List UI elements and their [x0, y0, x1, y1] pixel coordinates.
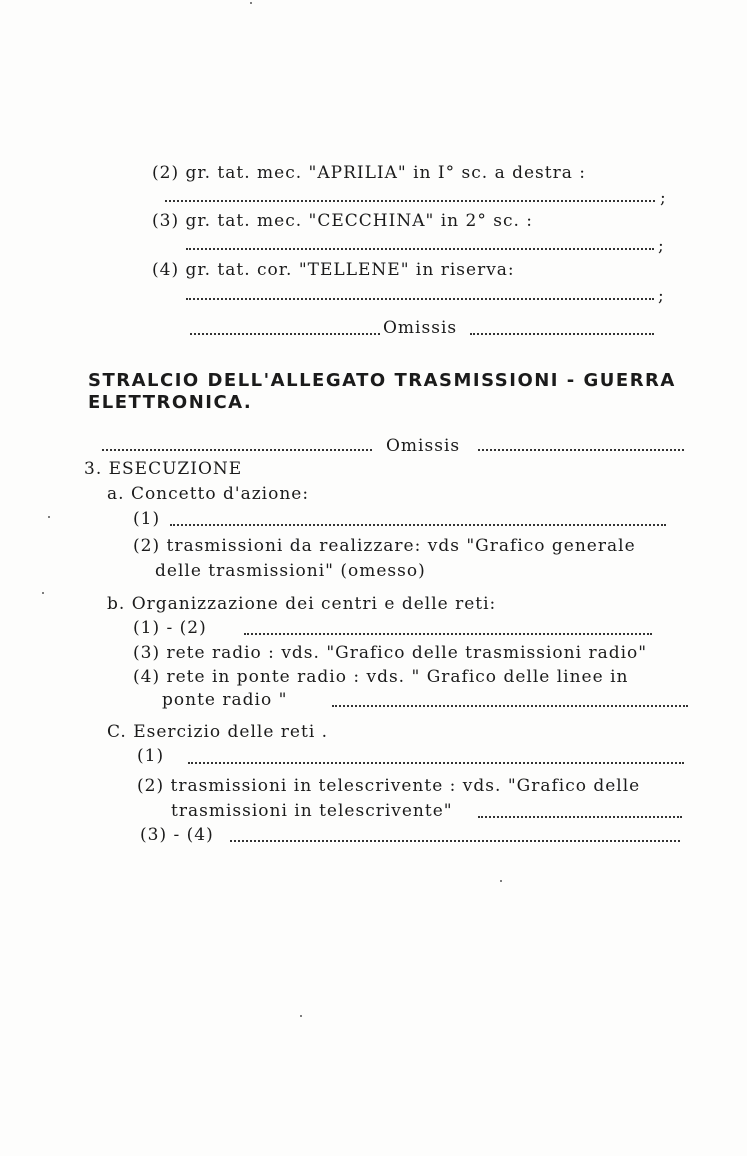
- section-heading-continued: ELETTRONICA.: [88, 392, 253, 413]
- list-item-tellene: (4) gr. tat. cor. "TELLENE" in riserva:: [152, 260, 515, 280]
- semicolon: ;: [660, 188, 667, 208]
- section-heading: STRALCIO DELL'ALLEGATO TRASMISSIONI - GUERRA: [88, 370, 676, 391]
- section-title: 3. ESECUZIONE: [84, 459, 243, 479]
- subsection-b-items-1-2: (1) - (2): [133, 618, 207, 638]
- semicolon: ;: [658, 286, 665, 306]
- scan-speck: [48, 516, 50, 518]
- subsection-c-item-1: (1): [137, 746, 165, 766]
- subsection-a-item-1: (1): [133, 509, 161, 529]
- dotted-leader: [102, 449, 372, 451]
- omissis-label: Omissis: [383, 318, 458, 338]
- dotted-leader: [190, 333, 380, 335]
- subsection-a-item-2-continued: delle trasmissioni" (omesso): [155, 561, 426, 581]
- subsection-b-item-3: (3) rete radio : vds. "Grafico delle trasmissioni radio": [133, 643, 648, 663]
- subsection-b-item-4-continued: ponte radio ": [162, 690, 288, 710]
- omissis-label: Omissis: [386, 436, 461, 456]
- subsection-a-item-2: (2) trasmissioni da realizzare: vds "Grafico generale: [133, 536, 636, 556]
- scan-speck: [500, 880, 502, 882]
- dotted-leader: [478, 816, 682, 818]
- subsection-a-label: a. Concetto d'azione:: [107, 484, 310, 504]
- dotted-leader: [478, 449, 684, 451]
- subsection-c-item-2: (2) trasmissioni in telescrivente : vds. "Grafico delle: [137, 776, 641, 796]
- dotted-leader: [165, 200, 655, 202]
- scan-speck: [250, 2, 252, 4]
- dotted-leader: [332, 705, 688, 707]
- dotted-leader: [186, 248, 654, 250]
- semicolon: ;: [658, 236, 665, 256]
- dotted-leader: [470, 333, 654, 335]
- subsection-b-item-4: (4) rete in ponte radio : vds. " Grafico delle linee in: [133, 667, 629, 687]
- dotted-leader: [170, 524, 666, 526]
- subsection-b-label: b. Organizzazione dei centri e delle reti:: [107, 594, 497, 614]
- subsection-c-item-2-continued: trasmissioni in telescrivente": [171, 801, 453, 821]
- list-item-cecchina: (3) gr. tat. mec. "CECCHINA" in 2° sc. :: [152, 211, 534, 231]
- list-item-aprilia: (2) gr. tat. mec. "APRILIA" in I° sc. a destra :: [152, 163, 586, 183]
- scan-speck: [300, 1015, 302, 1017]
- scan-speck: [42, 592, 44, 594]
- dotted-leader: [186, 298, 654, 300]
- dotted-leader: [188, 762, 684, 764]
- dotted-leader: [244, 633, 652, 635]
- subsection-c-label: C. Esercizio delle reti .: [107, 722, 329, 742]
- dotted-leader: [230, 840, 680, 842]
- subsection-c-items-3-4: (3) - (4): [140, 825, 214, 845]
